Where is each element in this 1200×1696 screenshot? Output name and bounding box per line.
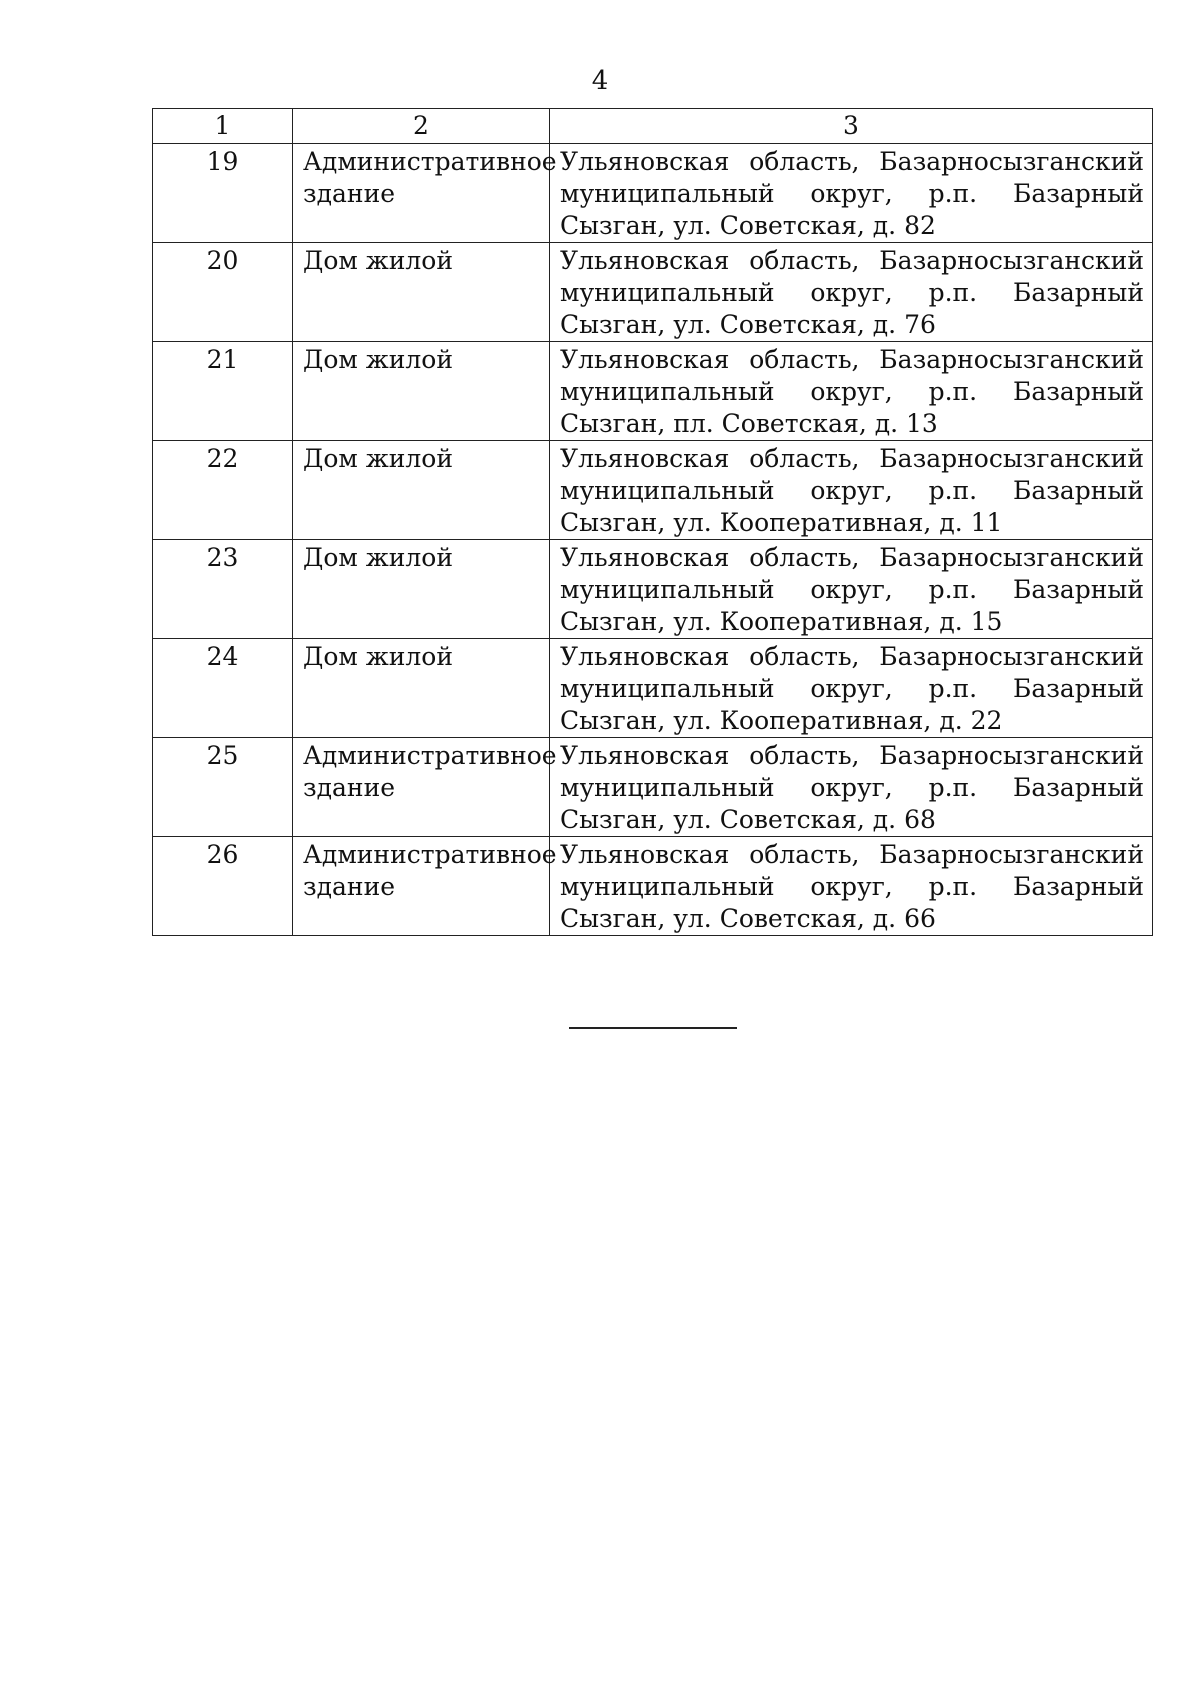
table-row bbox=[153, 837, 1153, 936]
row-number: 24 bbox=[153, 639, 293, 738]
object-address: Ульяновская область, Базарносызганский муниципальный округ, р.п. Базарный Сызган, ул. Советская, д. 76 bbox=[550, 243, 1153, 342]
object-type: Административное здание bbox=[293, 837, 550, 936]
table-row bbox=[153, 540, 1153, 639]
object-address: Ульяновская область, Базарносызганский муниципальный округ, р.п. Базарный Сызган, ул. Советская, д. 82 bbox=[550, 144, 1153, 243]
table-row bbox=[153, 441, 1153, 540]
end-of-document-rule bbox=[569, 1027, 737, 1029]
header-col-1: 1 bbox=[153, 109, 293, 144]
row-number: 22 bbox=[153, 441, 293, 540]
row-number: 25 bbox=[153, 738, 293, 837]
row-number: 19 bbox=[153, 144, 293, 243]
page-number: 4 bbox=[591, 66, 609, 96]
object-address: Ульяновская область, Базарносызганский муниципальный округ, р.п. Базарный Сызган, ул. Советская, д. 68 bbox=[550, 738, 1153, 837]
table-row bbox=[153, 639, 1153, 738]
row-number: 26 bbox=[153, 837, 293, 936]
object-type: Дом жилой bbox=[293, 441, 550, 540]
object-address: Ульяновская область, Базарносызганский муниципальный округ, р.п. Базарный Сызган, ул. Кооперативная, д. 11 bbox=[550, 441, 1153, 540]
object-type: Административное здание bbox=[293, 144, 550, 243]
header-col-2: 2 bbox=[293, 109, 550, 144]
object-address: Ульяновская область, Базарносызганский муниципальный округ, р.п. Базарный Сызган, ул. Советская, д. 66 bbox=[550, 837, 1153, 936]
object-address: Ульяновская область, Базарносызганский муниципальный округ, р.п. Базарный Сызган, пл. Советская, д. 13 bbox=[550, 342, 1153, 441]
table-row bbox=[153, 243, 1153, 342]
table-row bbox=[153, 342, 1153, 441]
row-number: 20 bbox=[153, 243, 293, 342]
table-row bbox=[153, 738, 1153, 837]
object-type: Дом жилой bbox=[293, 540, 550, 639]
object-type: Дом жилой bbox=[293, 243, 550, 342]
object-address: Ульяновская область, Базарносызганский муниципальный округ, р.п. Базарный Сызган, ул. Кооперативная, д. 22 bbox=[550, 639, 1153, 738]
object-type: Дом жилой bbox=[293, 342, 550, 441]
object-address: Ульяновская область, Базарносызганский муниципальный округ, р.п. Базарный Сызган, ул. Кооперативная, д. 15 bbox=[550, 540, 1153, 639]
object-type: Административное здание bbox=[293, 738, 550, 837]
objects-table bbox=[152, 108, 1153, 936]
header-col-3: 3 bbox=[550, 109, 1153, 144]
object-type: Дом жилой bbox=[293, 639, 550, 738]
table-header-row bbox=[153, 109, 1153, 144]
row-number: 21 bbox=[153, 342, 293, 441]
row-number: 23 bbox=[153, 540, 293, 639]
table-row bbox=[153, 144, 1153, 243]
